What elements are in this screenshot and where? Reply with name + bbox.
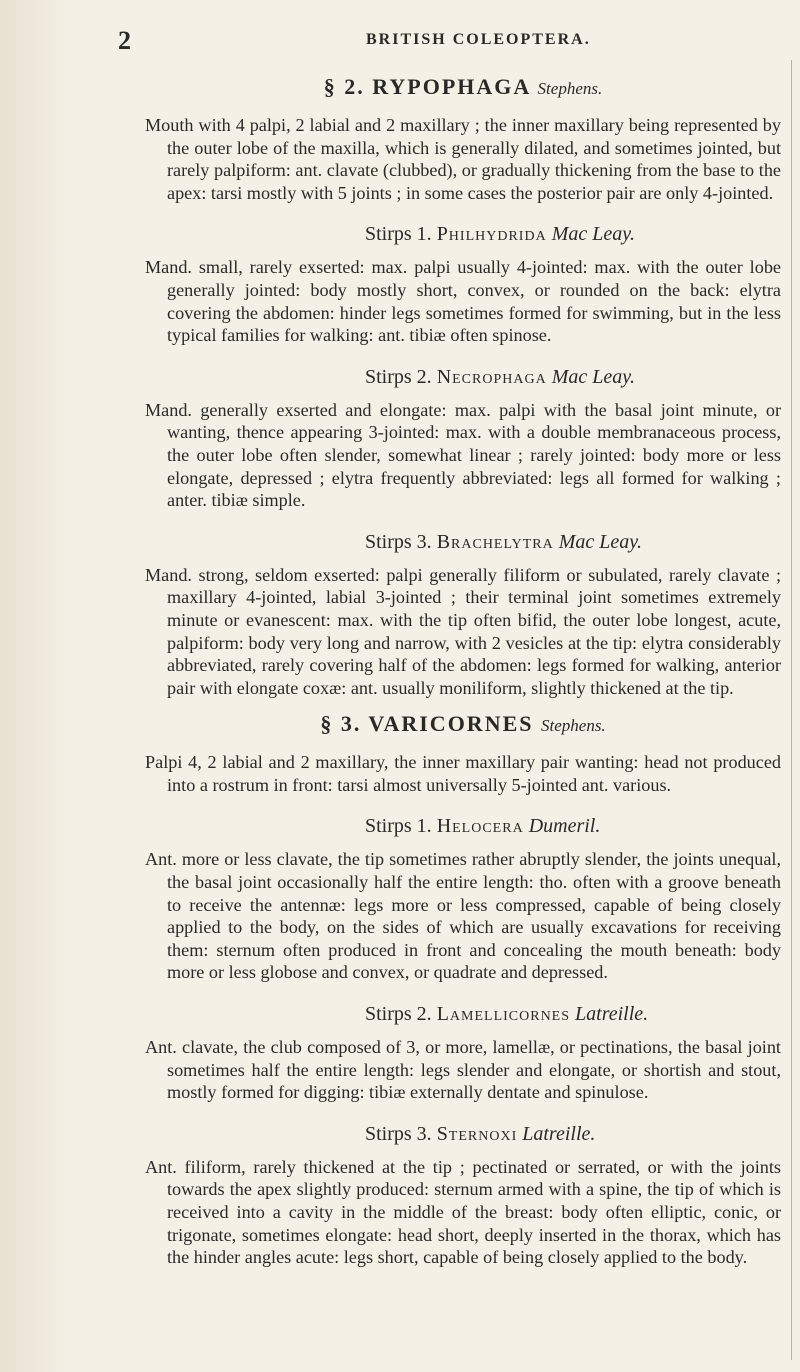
section-description: Mouth with 4 palpi, 2 labial and 2 maxillary ; the inner maxillary being represented by the outer lobe of the maxilla, which is generally dilated, and sometimes jointed, but rarely palpiform: ant. clavate (clubbed), or gradually thickening from the base to the apex: tarsi mostly with 5 joints ; in some cases the posterior pair are only 4-jointed. [145, 115, 781, 203]
section-author: Stephens. [537, 79, 603, 98]
section-title: § 3. VARICORNES [320, 711, 534, 737]
section-author: Stephens. [541, 716, 606, 736]
stirps-description: Mand. small, rarely exserted: max. palpi usually 4-jointed: max. with the outer lobe generally jointed: body mostly short, convex, or rounded on the back: elytra covering the abdomen: hinder legs sometimes formed for swimming, but in the less typical families for walking: ant. tibiæ often spinose. [145, 257, 781, 346]
stirps-label: Stirps 1. [365, 223, 432, 246]
stirps-heading [145, 222, 781, 246]
stirps-name: Lamellicornes [436, 1003, 571, 1026]
running-head: BRITISH COLEOPTERA. [366, 31, 591, 48]
stirps-label: Stirps 3. [365, 530, 432, 553]
stirps-description: Mand. generally exserted and elongate: max. palpi with the basal joint minute, or wanting, thence appearing 3-jointed: max. with a double membranaceous process, the outer lobe often slender, somewhat linear ; rarely jointed: body more or less elongate, depressed ; elytra frequently abbreviated: legs all formed for walking ; anter. tibiæ simple. [145, 399, 781, 511]
stirps-author: Latreille. [522, 1122, 596, 1145]
stirps-author: Latreille. [575, 1003, 649, 1026]
stirps-author: Mac Leay. [558, 530, 643, 553]
stirps-name: Sternoxi [436, 1122, 518, 1145]
stirps-heading [145, 814, 781, 838]
page-number: 2 [118, 26, 131, 55]
stirps-description: Ant. more or less clavate, the tip sometimes rather abruptly slender, the joints unequal, the basal joint occasionally half the entire length: tho. often with a groove beneath to receive the antennæ: legs more or less compressed, capable of being closely applied to the body, on the sides of which are usually excavations for receiving them: sternum often produced in front and concealing the mouth beneath: body more or less globose and convex, or quadrate and depressed. [145, 849, 781, 983]
stirps-label: Stirps 1. [365, 815, 432, 838]
page-gutter-shadow [0, 0, 70, 1372]
stirps-author: Mac Leay. [551, 223, 635, 246]
page-content [145, 68, 781, 1269]
section-heading [145, 711, 781, 739]
stirps-label: Stirps 2. [365, 365, 432, 388]
stirps-label: Stirps 3. [365, 1122, 432, 1145]
stirps-heading [145, 530, 781, 554]
stirps-heading [145, 1122, 781, 1146]
stirps-description: Ant. filiform, rarely thickened at the tip ; pectinated or serrated, or with the joints towards the apex slightly produced: sternum armed with a spine, the tip of which is received into a cavity in the middle of the breast: body often elliptic, conic, or trigonate, sometimes elongate: head short, deeply inserted in the thorax, which has the hinder angles acute: legs short, capable of being closely applied to the body. [145, 1156, 781, 1268]
section-title: § 2. RYPOPHAGA [323, 74, 531, 99]
stirps-heading [145, 365, 781, 389]
stirps-author: Mac Leay. [551, 365, 636, 388]
stirps-name: Philhydrida [436, 223, 547, 246]
stirps-name: Brachelytra [436, 530, 554, 553]
stirps-heading [145, 1002, 781, 1026]
stirps-label: Stirps 2. [365, 1003, 432, 1026]
stirps-description: Ant. clavate, the club composed of 3, or more, lamellæ, or pectinations, the basal joint sometimes half the entire length: legs slender and elongate, or shortish and stout, mostly formed for digging: tibiæ externally dentate and spinulose. [145, 1037, 781, 1103]
stirps-description: Mand. strong, seldom exserted: palpi generally filiform or subulated, rarely clavate ; maxillary 4-jointed, labial 3-jointed ; their terminal joint sometimes extremely minute or evanescent: max. with the tip often bifid, the outer lobe longest, acute, palpiform: body very long and narrow, with 2 vesicles at the tip: elytra considerably abbreviated, rarely covering half of the abdomen: legs formed for walking, anterior pair with elongate coxæ: ant. usually moniliform, slightly thickened at the tip. [145, 564, 781, 698]
section-heading [145, 74, 781, 102]
page-header [118, 26, 718, 56]
stirps-name: Helocera [436, 815, 524, 838]
section-description: Palpi 4, 2 labial and 2 maxillary, the inner maxillary pair wanting: head not produced into a rostrum in front: tarsi almost universally 5-jointed ant. various. [145, 752, 781, 795]
stirps-name: Necrophaga [436, 365, 547, 388]
stirps-author: Dumeril. [528, 815, 601, 838]
page-edge-line [791, 60, 792, 1360]
